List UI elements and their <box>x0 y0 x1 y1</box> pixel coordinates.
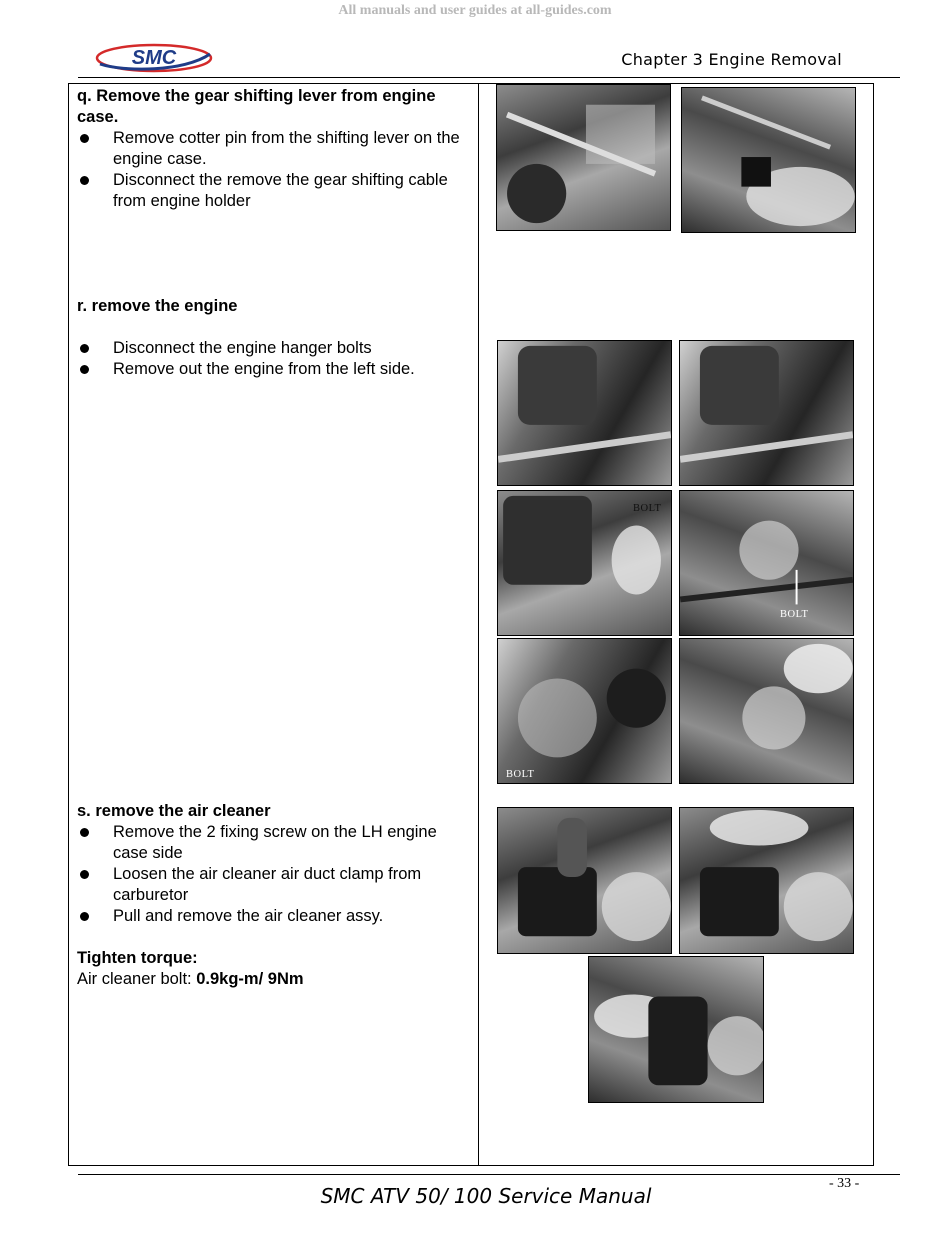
step-item: Loosen the air cleaner air duct clamp from carburetor <box>77 864 472 906</box>
torque-title: Tighten torque: <box>77 949 198 967</box>
svg-text:SMC: SMC <box>131 47 177 69</box>
step-item: Remove the 2 fixing screw on the LH engine case side <box>77 822 472 864</box>
photo-shift-lever <box>496 84 671 231</box>
photo-air-cleaner-2 <box>679 807 854 954</box>
footer-rule <box>78 1174 900 1175</box>
section-r-title: r. remove the engine <box>77 297 238 315</box>
photo-engine-hanger-1 <box>497 340 672 486</box>
photo-engine-hanger-2 <box>679 340 854 486</box>
step-item: Pull and remove the air cleaner assy. <box>77 906 472 927</box>
bolt-label: BOLT <box>506 769 535 780</box>
section-q <box>77 86 472 212</box>
section-s <box>77 801 472 990</box>
section-q-title: q. Remove the gear shifting lever from engine case. <box>77 87 436 126</box>
photo-air-cleaner-3 <box>588 956 764 1103</box>
torque-label: Air cleaner bolt: <box>77 970 197 988</box>
section-s-steps <box>77 822 472 927</box>
photo-air-cleaner-1 <box>497 807 672 954</box>
chapter-title: Chapter 3 Engine Removal <box>621 50 842 69</box>
step-item: Remove out the engine from the left side. <box>77 359 472 380</box>
section-r <box>77 296 472 380</box>
section-r-steps <box>77 338 472 380</box>
content-table <box>68 83 874 1166</box>
manual-title: SMC ATV 50/ 100 Service Manual <box>320 1184 652 1208</box>
photo-engine-removal <box>679 638 854 784</box>
smc-logo <box>94 42 214 74</box>
section-s-title: s. remove the air cleaner <box>77 802 271 820</box>
photo-cotter-pin <box>681 87 856 233</box>
photo-bolt-1 <box>497 490 672 636</box>
torque-value: 0.9kg-m/ 9Nm <box>196 970 304 988</box>
page-number: - 33 - <box>829 1176 860 1191</box>
step-item: Disconnect the engine hanger bolts <box>77 338 472 359</box>
photo-engine-left-side <box>497 638 672 784</box>
bolt-label: BOLT <box>780 609 809 620</box>
watermark: All manuals and user guides at all-guides.com <box>338 3 612 18</box>
header-rule <box>78 77 900 78</box>
bolt-label: BOLT <box>633 503 662 514</box>
torque-line <box>77 969 472 990</box>
photo-bolt-2 <box>679 490 854 636</box>
column-divider <box>478 84 479 1165</box>
section-q-steps <box>77 128 472 212</box>
step-item: Remove cotter pin from the shifting lever on the engine case. <box>77 128 472 170</box>
step-item: Disconnect the remove the gear shifting cable from engine holder <box>77 170 472 212</box>
